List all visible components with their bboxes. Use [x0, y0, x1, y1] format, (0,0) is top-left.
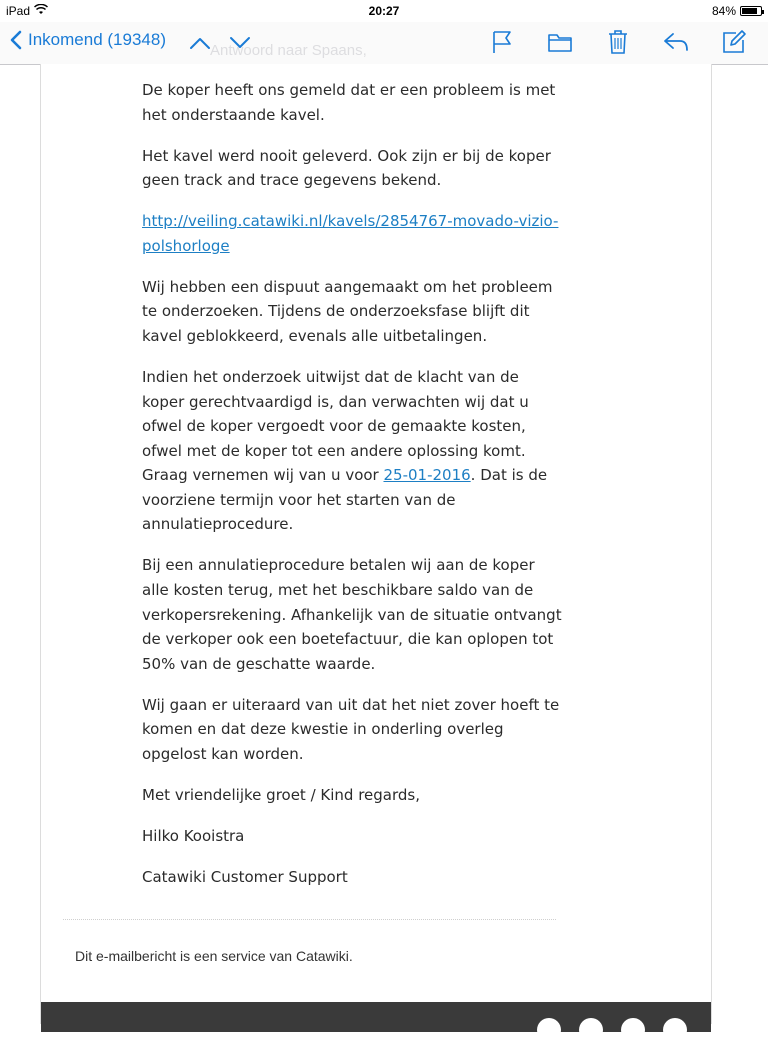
signature-name: Hilko Kooistra: [142, 826, 245, 845]
investigation-text-before: Indien het onderzoek uitwijst dat de klacht van de koper gerechtvaardigd is, dan verwachten wij dat u ofwel de koper vergoedt voor de gemaakte kosten, ofwel met de koper tot een andere oplossing komt. Graag vernemen wij van u voor: [142, 367, 529, 485]
deadline-date-link[interactable]: 25-01-2016: [383, 466, 471, 485]
footer-note: Dit e-mailbericht is een service van Catawiki.: [75, 948, 353, 964]
footer-bar: [41, 1002, 711, 1032]
battery-fill: [742, 8, 757, 14]
compose-icon: [721, 29, 747, 55]
back-to-inbox-button[interactable]: [10, 30, 166, 50]
status-time: 20:27: [368, 4, 400, 18]
device-name: iPad: [6, 4, 31, 18]
back-label: Inkomend (19348): [28, 30, 166, 49]
status-bar: [0, 0, 768, 22]
folder-icon: [547, 31, 573, 53]
delete-button[interactable]: [602, 28, 634, 56]
flag-icon: [491, 29, 513, 55]
lot-link[interactable]: http://veiling.catawiki.nl/kavels/2854767-movado-vizio-polshorloge: [142, 212, 559, 255]
social-link-1[interactable]: [537, 1018, 561, 1042]
social-link-2[interactable]: [579, 1018, 603, 1042]
footer-divider: [63, 919, 556, 920]
battery-icon: [740, 6, 762, 16]
battery-percent: 84%: [711, 4, 736, 18]
move-to-folder-button[interactable]: [544, 28, 576, 56]
chevron-up-icon: [189, 36, 211, 50]
social-link-4[interactable]: [663, 1018, 687, 1042]
social-link-3[interactable]: [621, 1018, 645, 1042]
paragraph-complaint: De koper heeft ons gemeld dat er een probleem is met het onderstaande kavel.: [142, 81, 556, 124]
chevron-down-icon: [229, 36, 251, 50]
lot-link-paragraph: [142, 209, 562, 258]
status-right: [712, 4, 762, 18]
previous-screen-ghost-text: Antwoord naar Spaans,: [210, 42, 367, 59]
email-message: [40, 64, 712, 1024]
compose-button[interactable]: [718, 28, 750, 56]
previous-message-button[interactable]: [188, 33, 212, 53]
chevron-left-icon: [10, 30, 22, 50]
flag-button[interactable]: [486, 28, 518, 56]
nav-bar: [0, 22, 768, 65]
paragraph-not-delivered: Het kavel werd nooit geleverd. Ook zijn er bij de koper geen track and trace gegevens bekend.: [142, 146, 551, 190]
investigation-text-after: . Dat is de voorziene termijn voor het starten van de annulatieprocedure.: [142, 466, 548, 534]
trash-icon: [607, 29, 629, 55]
paragraph-closing: Wij gaan er uiteraard van uit dat het niet zover hoeft te komen en dat deze kwestie in onderling overleg opgelost kan worden.: [142, 695, 560, 763]
reply-icon: [662, 31, 690, 53]
paragraph-investigation: [142, 365, 562, 537]
email-body: [142, 78, 562, 906]
signature-greeting: Met vriendelijke groet / Kind regards,: [142, 785, 420, 804]
signature-team: Catawiki Customer Support: [142, 867, 348, 886]
paragraph-annulation: Bij een annulatieprocedure betalen wij aan de koper alle kosten terug, met het beschikbare saldo van de verkopersrekening. Afhankelijk van de situatie ontvangt de verkoper ook een boetefactuur, die kan oplopen tot 50% van de geschatte waarde.: [142, 556, 562, 673]
paragraph-dispute: Wij hebben een dispuut aangemaakt om het probleem te onderzoeken. Tijdens de onderzoeksfase blijft dit kavel geblokkeerd, evenals alle uitbetalingen.: [142, 277, 553, 345]
reply-button[interactable]: [660, 28, 692, 56]
toolbar-actions: [486, 28, 750, 56]
next-message-button[interactable]: [228, 33, 252, 53]
social-links: [537, 1018, 687, 1042]
message-navigation: [188, 33, 252, 53]
